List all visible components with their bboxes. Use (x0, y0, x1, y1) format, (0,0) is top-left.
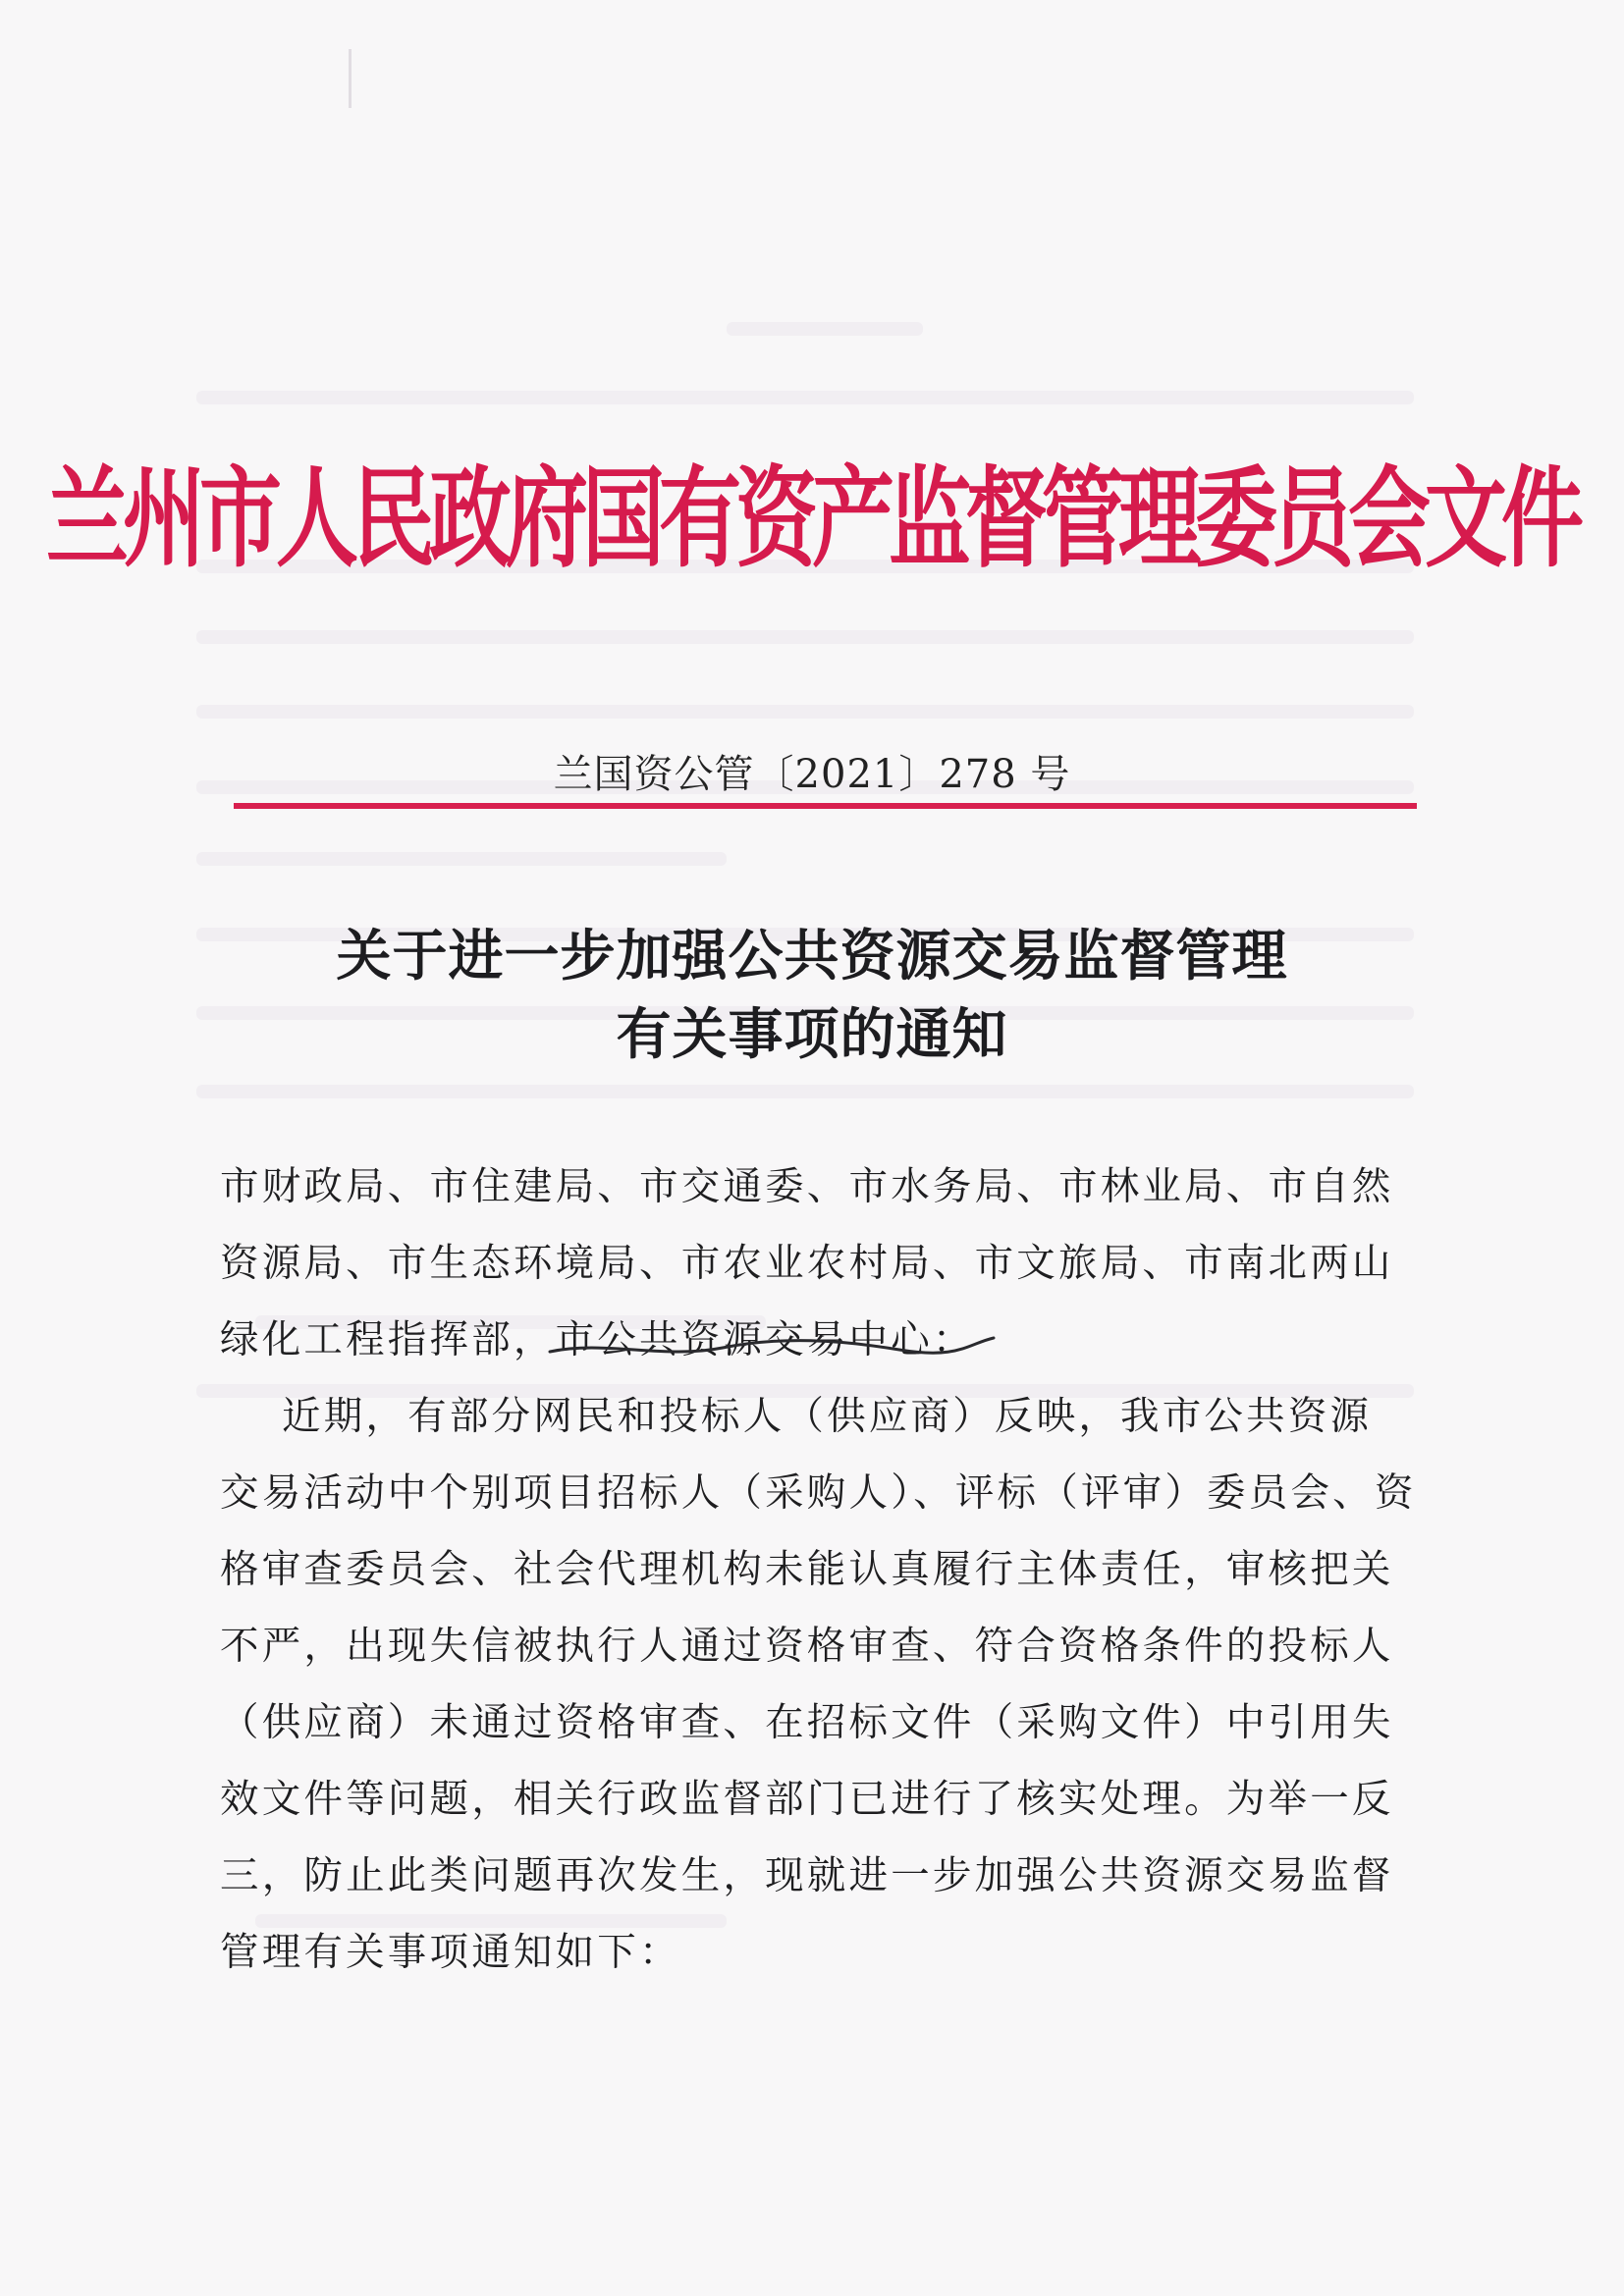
body-line: 不严，出现失信被执行人通过资格审查、符合资格条件的投标人 (220, 1624, 1394, 1669)
body-line: 三，防止此类问题再次发生，现就进一步加强公共资源交易监督 (220, 1853, 1394, 1898)
bleed-through-texture (727, 322, 923, 336)
agency-header-title: 兰州市人民政府国有资产监督管理委员会文件 (45, 454, 1578, 583)
body-line: 格审查委员会、社会代理机构未能认真履行主体责任，审核把关 (220, 1547, 1394, 1592)
document-number: 兰国资公管〔2021〕278 号 (553, 752, 1071, 797)
bleed-through-texture (196, 630, 1414, 644)
addressee-line: 绿化工程指挥部，市公共资源交易中心： (220, 1317, 975, 1362)
document-title-line-2: 有关事项的通知 (616, 1003, 1008, 1067)
addressee-line: 市财政局、市住建局、市交通委、市水务局、市林业局、市自然 (220, 1164, 1394, 1209)
header-red-rule (234, 803, 1417, 809)
scan-margin-mark (349, 49, 352, 108)
bleed-through-texture (196, 852, 727, 866)
body-line: 近期，有部分网民和投标人（供应商）反映，我市公共资源 (220, 1394, 1373, 1439)
body-line: 管理有关事项通知如下： (220, 1930, 681, 1975)
body-line: 效文件等问题，相关行政监督部门已进行了核实处理。为举一反 (220, 1777, 1394, 1822)
bleed-through-texture (196, 1085, 1414, 1098)
bleed-through-texture (196, 391, 1414, 404)
addressee-line: 资源局、市生态环境局、市农业农村局、市文旅局、市南北两山 (220, 1241, 1394, 1286)
body-line: （供应商）未通过资格审查、在招标文件（采购文件）中引用失 (220, 1700, 1394, 1745)
bleed-through-texture (196, 705, 1414, 719)
handwritten-underline-mark (546, 1330, 998, 1360)
body-line: 交易活动中个别项目招标人（采购人）、评标（评审）委员会、资 (220, 1470, 1417, 1516)
document-title-line-1: 关于进一步加强公共资源交易监督管理 (336, 925, 1288, 988)
